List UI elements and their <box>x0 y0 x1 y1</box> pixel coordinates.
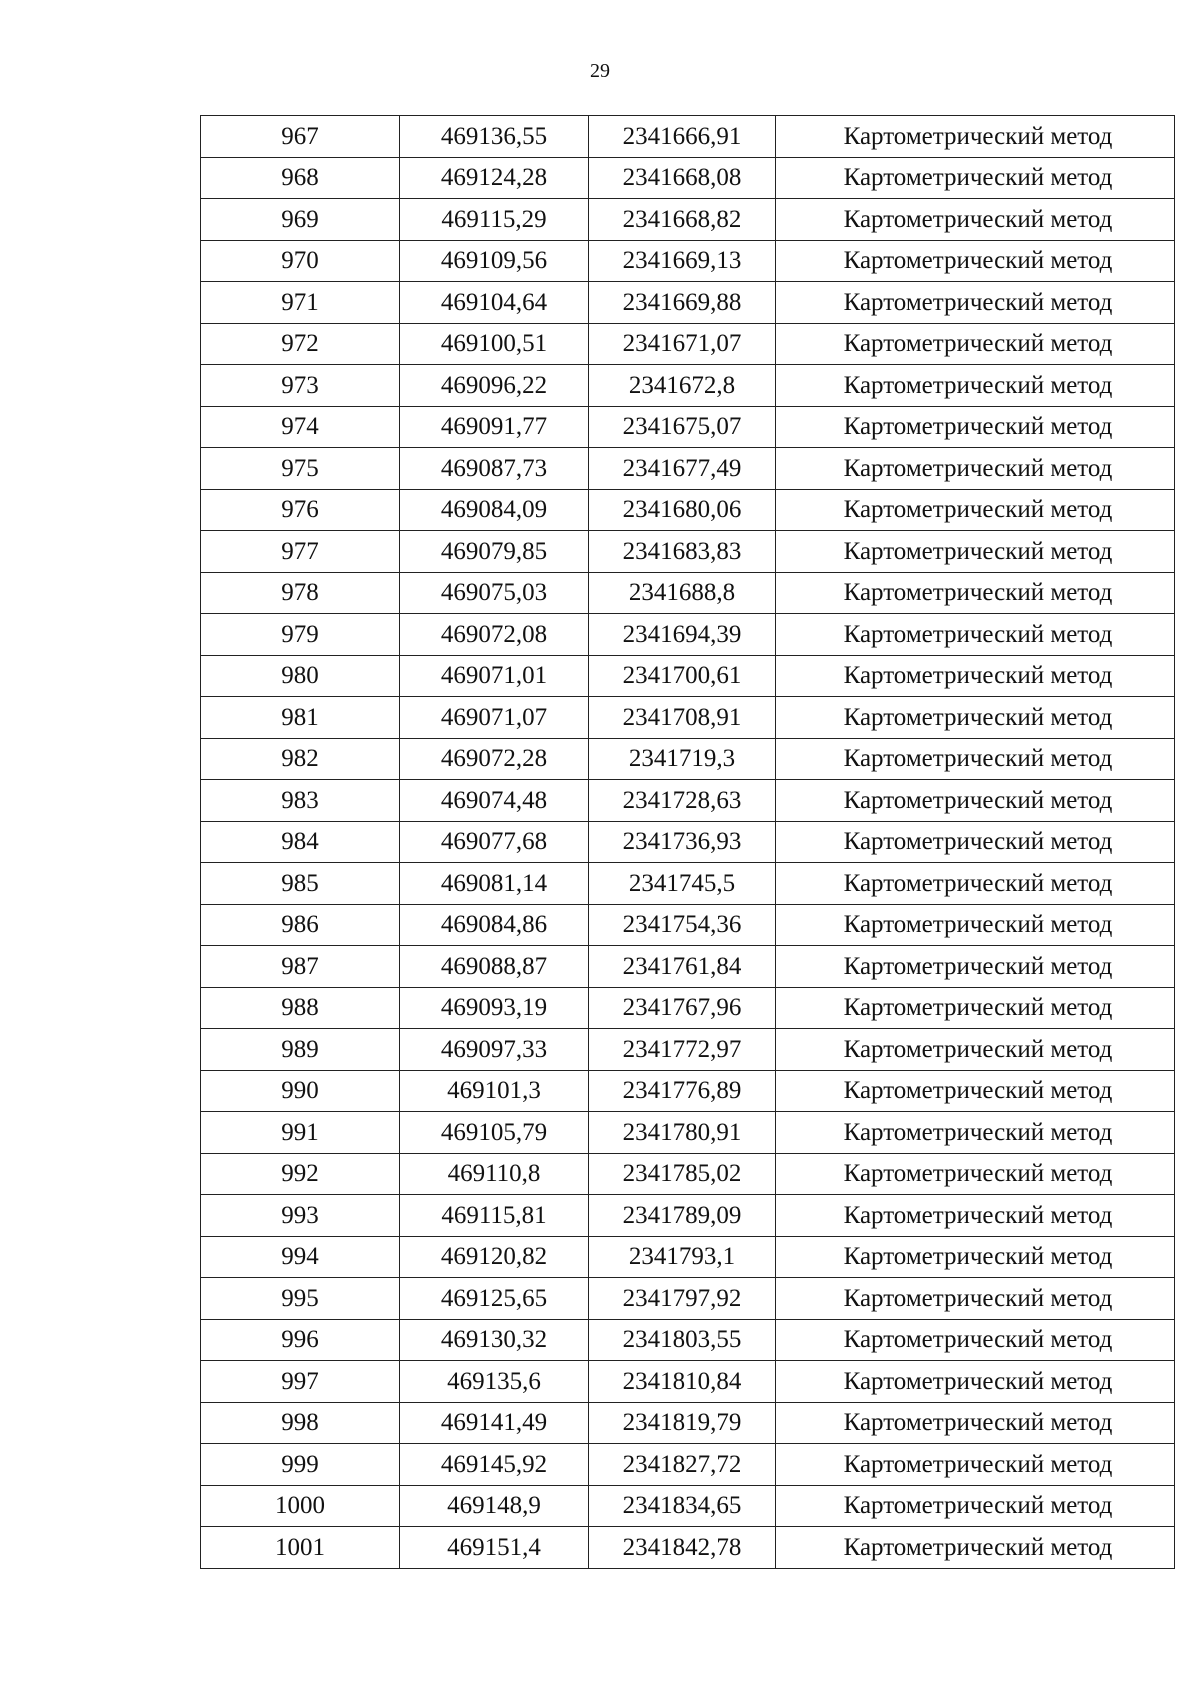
table-row <box>201 863 1175 905</box>
method-cell: Картометрический метод <box>776 1070 1175 1112</box>
table-row <box>201 1278 1175 1320</box>
y-coordinate-cell: 2341668,08 <box>589 157 776 199</box>
point-number-cell: 991 <box>201 1112 400 1154</box>
y-coordinate-cell: 2341785,02 <box>589 1153 776 1195</box>
table-row <box>201 987 1175 1029</box>
table-row <box>201 365 1175 407</box>
method-cell: Картометрический метод <box>776 863 1175 905</box>
point-number-cell: 980 <box>201 655 400 697</box>
table-row <box>201 1444 1175 1486</box>
x-coordinate-cell: 469110,8 <box>400 1153 589 1195</box>
table-row <box>201 1236 1175 1278</box>
point-number-cell: 988 <box>201 987 400 1029</box>
x-coordinate-cell: 469105,79 <box>400 1112 589 1154</box>
y-coordinate-cell: 2341675,07 <box>589 406 776 448</box>
y-coordinate-cell: 2341736,93 <box>589 821 776 863</box>
method-cell: Картометрический метод <box>776 780 1175 822</box>
page-number: 29 <box>590 60 610 82</box>
x-coordinate-cell: 469145,92 <box>400 1444 589 1486</box>
x-coordinate-cell: 469136,55 <box>400 116 589 158</box>
x-coordinate-cell: 469115,81 <box>400 1195 589 1237</box>
table-row <box>201 1485 1175 1527</box>
method-cell: Картометрический метод <box>776 1402 1175 1444</box>
y-coordinate-cell: 2341700,61 <box>589 655 776 697</box>
table-row <box>201 199 1175 241</box>
point-number-cell: 993 <box>201 1195 400 1237</box>
method-cell: Картометрический метод <box>776 1361 1175 1403</box>
method-cell: Картометрический метод <box>776 406 1175 448</box>
method-cell: Картометрический метод <box>776 1319 1175 1361</box>
method-cell: Картометрический метод <box>776 572 1175 614</box>
point-number-cell: 1001 <box>201 1527 400 1569</box>
table-row <box>201 655 1175 697</box>
table-row <box>201 531 1175 573</box>
table-row <box>201 1153 1175 1195</box>
table-row <box>201 1361 1175 1403</box>
point-number-cell: 997 <box>201 1361 400 1403</box>
table-row <box>201 738 1175 780</box>
y-coordinate-cell: 2341772,97 <box>589 1029 776 1071</box>
point-number-cell: 967 <box>201 116 400 158</box>
method-cell: Картометрический метод <box>776 1527 1175 1569</box>
y-coordinate-cell: 2341761,84 <box>589 946 776 988</box>
y-coordinate-cell: 2341694,39 <box>589 614 776 656</box>
x-coordinate-cell: 469097,33 <box>400 1029 589 1071</box>
y-coordinate-cell: 2341671,07 <box>589 323 776 365</box>
method-cell: Картометрический метод <box>776 1278 1175 1320</box>
x-coordinate-cell: 469087,73 <box>400 448 589 490</box>
method-cell: Картометрический метод <box>776 531 1175 573</box>
x-coordinate-cell: 469124,28 <box>400 157 589 199</box>
point-number-cell: 992 <box>201 1153 400 1195</box>
x-coordinate-cell: 469109,56 <box>400 240 589 282</box>
point-number-cell: 987 <box>201 946 400 988</box>
y-coordinate-cell: 2341719,3 <box>589 738 776 780</box>
point-number-cell: 1000 <box>201 1485 400 1527</box>
y-coordinate-cell: 2341669,88 <box>589 282 776 324</box>
method-cell: Картометрический метод <box>776 655 1175 697</box>
x-coordinate-cell: 469071,01 <box>400 655 589 697</box>
y-coordinate-cell: 2341810,84 <box>589 1361 776 1403</box>
method-cell: Картометрический метод <box>776 489 1175 531</box>
method-cell: Картометрический метод <box>776 821 1175 863</box>
table-row <box>201 1319 1175 1361</box>
point-number-cell: 979 <box>201 614 400 656</box>
table-row <box>201 157 1175 199</box>
y-coordinate-cell: 2341669,13 <box>589 240 776 282</box>
x-coordinate-cell: 469100,51 <box>400 323 589 365</box>
point-number-cell: 996 <box>201 1319 400 1361</box>
x-coordinate-cell: 469072,08 <box>400 614 589 656</box>
point-number-cell: 994 <box>201 1236 400 1278</box>
point-number-cell: 976 <box>201 489 400 531</box>
method-cell: Картометрический метод <box>776 697 1175 739</box>
point-number-cell: 972 <box>201 323 400 365</box>
y-coordinate-cell: 2341688,8 <box>589 572 776 614</box>
point-number-cell: 982 <box>201 738 400 780</box>
table-row <box>201 572 1175 614</box>
x-coordinate-cell: 469077,68 <box>400 821 589 863</box>
point-number-cell: 999 <box>201 1444 400 1486</box>
y-coordinate-cell: 2341842,78 <box>589 1527 776 1569</box>
point-number-cell: 998 <box>201 1402 400 1444</box>
table-row <box>201 489 1175 531</box>
table-row <box>201 1195 1175 1237</box>
x-coordinate-cell: 469079,85 <box>400 531 589 573</box>
method-cell: Картометрический метод <box>776 904 1175 946</box>
method-cell: Картометрический метод <box>776 614 1175 656</box>
x-coordinate-cell: 469120,82 <box>400 1236 589 1278</box>
method-cell: Картометрический метод <box>776 365 1175 407</box>
table-row <box>201 240 1175 282</box>
x-coordinate-cell: 469088,87 <box>400 946 589 988</box>
table-row <box>201 448 1175 490</box>
x-coordinate-cell: 469130,32 <box>400 1319 589 1361</box>
method-cell: Картометрический метод <box>776 448 1175 490</box>
method-cell: Картометрический метод <box>776 1236 1175 1278</box>
y-coordinate-cell: 2341668,82 <box>589 199 776 241</box>
point-number-cell: 977 <box>201 531 400 573</box>
method-cell: Картометрический метод <box>776 738 1175 780</box>
x-coordinate-cell: 469084,09 <box>400 489 589 531</box>
x-coordinate-cell: 469115,29 <box>400 199 589 241</box>
x-coordinate-cell: 469084,86 <box>400 904 589 946</box>
point-number-cell: 973 <box>201 365 400 407</box>
table-row <box>201 780 1175 822</box>
method-cell: Картометрический метод <box>776 987 1175 1029</box>
point-number-cell: 983 <box>201 780 400 822</box>
x-coordinate-cell: 469074,48 <box>400 780 589 822</box>
table-row <box>201 116 1175 158</box>
y-coordinate-cell: 2341834,65 <box>589 1485 776 1527</box>
point-number-cell: 985 <box>201 863 400 905</box>
y-coordinate-cell: 2341754,36 <box>589 904 776 946</box>
y-coordinate-cell: 2341683,83 <box>589 531 776 573</box>
x-coordinate-cell: 469104,64 <box>400 282 589 324</box>
y-coordinate-cell: 2341780,91 <box>589 1112 776 1154</box>
x-coordinate-cell: 469148,9 <box>400 1485 589 1527</box>
table-row <box>201 904 1175 946</box>
table-row <box>201 1029 1175 1071</box>
table-row <box>201 323 1175 365</box>
method-cell: Картометрический метод <box>776 282 1175 324</box>
x-coordinate-cell: 469141,49 <box>400 1402 589 1444</box>
point-number-cell: 975 <box>201 448 400 490</box>
point-number-cell: 978 <box>201 572 400 614</box>
x-coordinate-cell: 469091,77 <box>400 406 589 448</box>
method-cell: Картометрический метод <box>776 1444 1175 1486</box>
y-coordinate-cell: 2341793,1 <box>589 1236 776 1278</box>
point-number-cell: 969 <box>201 199 400 241</box>
point-number-cell: 974 <box>201 406 400 448</box>
y-coordinate-cell: 2341767,96 <box>589 987 776 1029</box>
point-number-cell: 986 <box>201 904 400 946</box>
y-coordinate-cell: 2341819,79 <box>589 1402 776 1444</box>
table-row <box>201 1402 1175 1444</box>
x-coordinate-cell: 469072,28 <box>400 738 589 780</box>
y-coordinate-cell: 2341789,09 <box>589 1195 776 1237</box>
table-row <box>201 946 1175 988</box>
table-row <box>201 1112 1175 1154</box>
y-coordinate-cell: 2341797,92 <box>589 1278 776 1320</box>
table-row <box>201 406 1175 448</box>
y-coordinate-cell: 2341728,63 <box>589 780 776 822</box>
x-coordinate-cell: 469071,07 <box>400 697 589 739</box>
point-number-cell: 984 <box>201 821 400 863</box>
x-coordinate-cell: 469081,14 <box>400 863 589 905</box>
x-coordinate-cell: 469101,3 <box>400 1070 589 1112</box>
coordinates-table-body <box>201 116 1175 1569</box>
method-cell: Картометрический метод <box>776 946 1175 988</box>
point-number-cell: 995 <box>201 1278 400 1320</box>
y-coordinate-cell: 2341776,89 <box>589 1070 776 1112</box>
y-coordinate-cell: 2341672,8 <box>589 365 776 407</box>
method-cell: Картометрический метод <box>776 157 1175 199</box>
method-cell: Картометрический метод <box>776 323 1175 365</box>
method-cell: Картометрический метод <box>776 1153 1175 1195</box>
y-coordinate-cell: 2341677,49 <box>589 448 776 490</box>
x-coordinate-cell: 469093,19 <box>400 987 589 1029</box>
method-cell: Картометрический метод <box>776 1485 1175 1527</box>
y-coordinate-cell: 2341745,5 <box>589 863 776 905</box>
x-coordinate-cell: 469096,22 <box>400 365 589 407</box>
method-cell: Картометрический метод <box>776 199 1175 241</box>
table-row <box>201 821 1175 863</box>
table-row <box>201 282 1175 324</box>
method-cell: Картометрический метод <box>776 1112 1175 1154</box>
point-number-cell: 989 <box>201 1029 400 1071</box>
x-coordinate-cell: 469135,6 <box>400 1361 589 1403</box>
y-coordinate-cell: 2341803,55 <box>589 1319 776 1361</box>
x-coordinate-cell: 469075,03 <box>400 572 589 614</box>
table-row <box>201 697 1175 739</box>
method-cell: Картометрический метод <box>776 1029 1175 1071</box>
point-number-cell: 981 <box>201 697 400 739</box>
method-cell: Картометрический метод <box>776 116 1175 158</box>
y-coordinate-cell: 2341827,72 <box>589 1444 776 1486</box>
coordinates-table <box>200 115 1175 1569</box>
x-coordinate-cell: 469125,65 <box>400 1278 589 1320</box>
point-number-cell: 971 <box>201 282 400 324</box>
method-cell: Картометрический метод <box>776 1195 1175 1237</box>
point-number-cell: 968 <box>201 157 400 199</box>
table-row <box>201 1527 1175 1569</box>
y-coordinate-cell: 2341680,06 <box>589 489 776 531</box>
method-cell: Картометрический метод <box>776 240 1175 282</box>
point-number-cell: 970 <box>201 240 400 282</box>
table-row <box>201 1070 1175 1112</box>
y-coordinate-cell: 2341708,91 <box>589 697 776 739</box>
y-coordinate-cell: 2341666,91 <box>589 116 776 158</box>
table-row <box>201 614 1175 656</box>
point-number-cell: 990 <box>201 1070 400 1112</box>
x-coordinate-cell: 469151,4 <box>400 1527 589 1569</box>
